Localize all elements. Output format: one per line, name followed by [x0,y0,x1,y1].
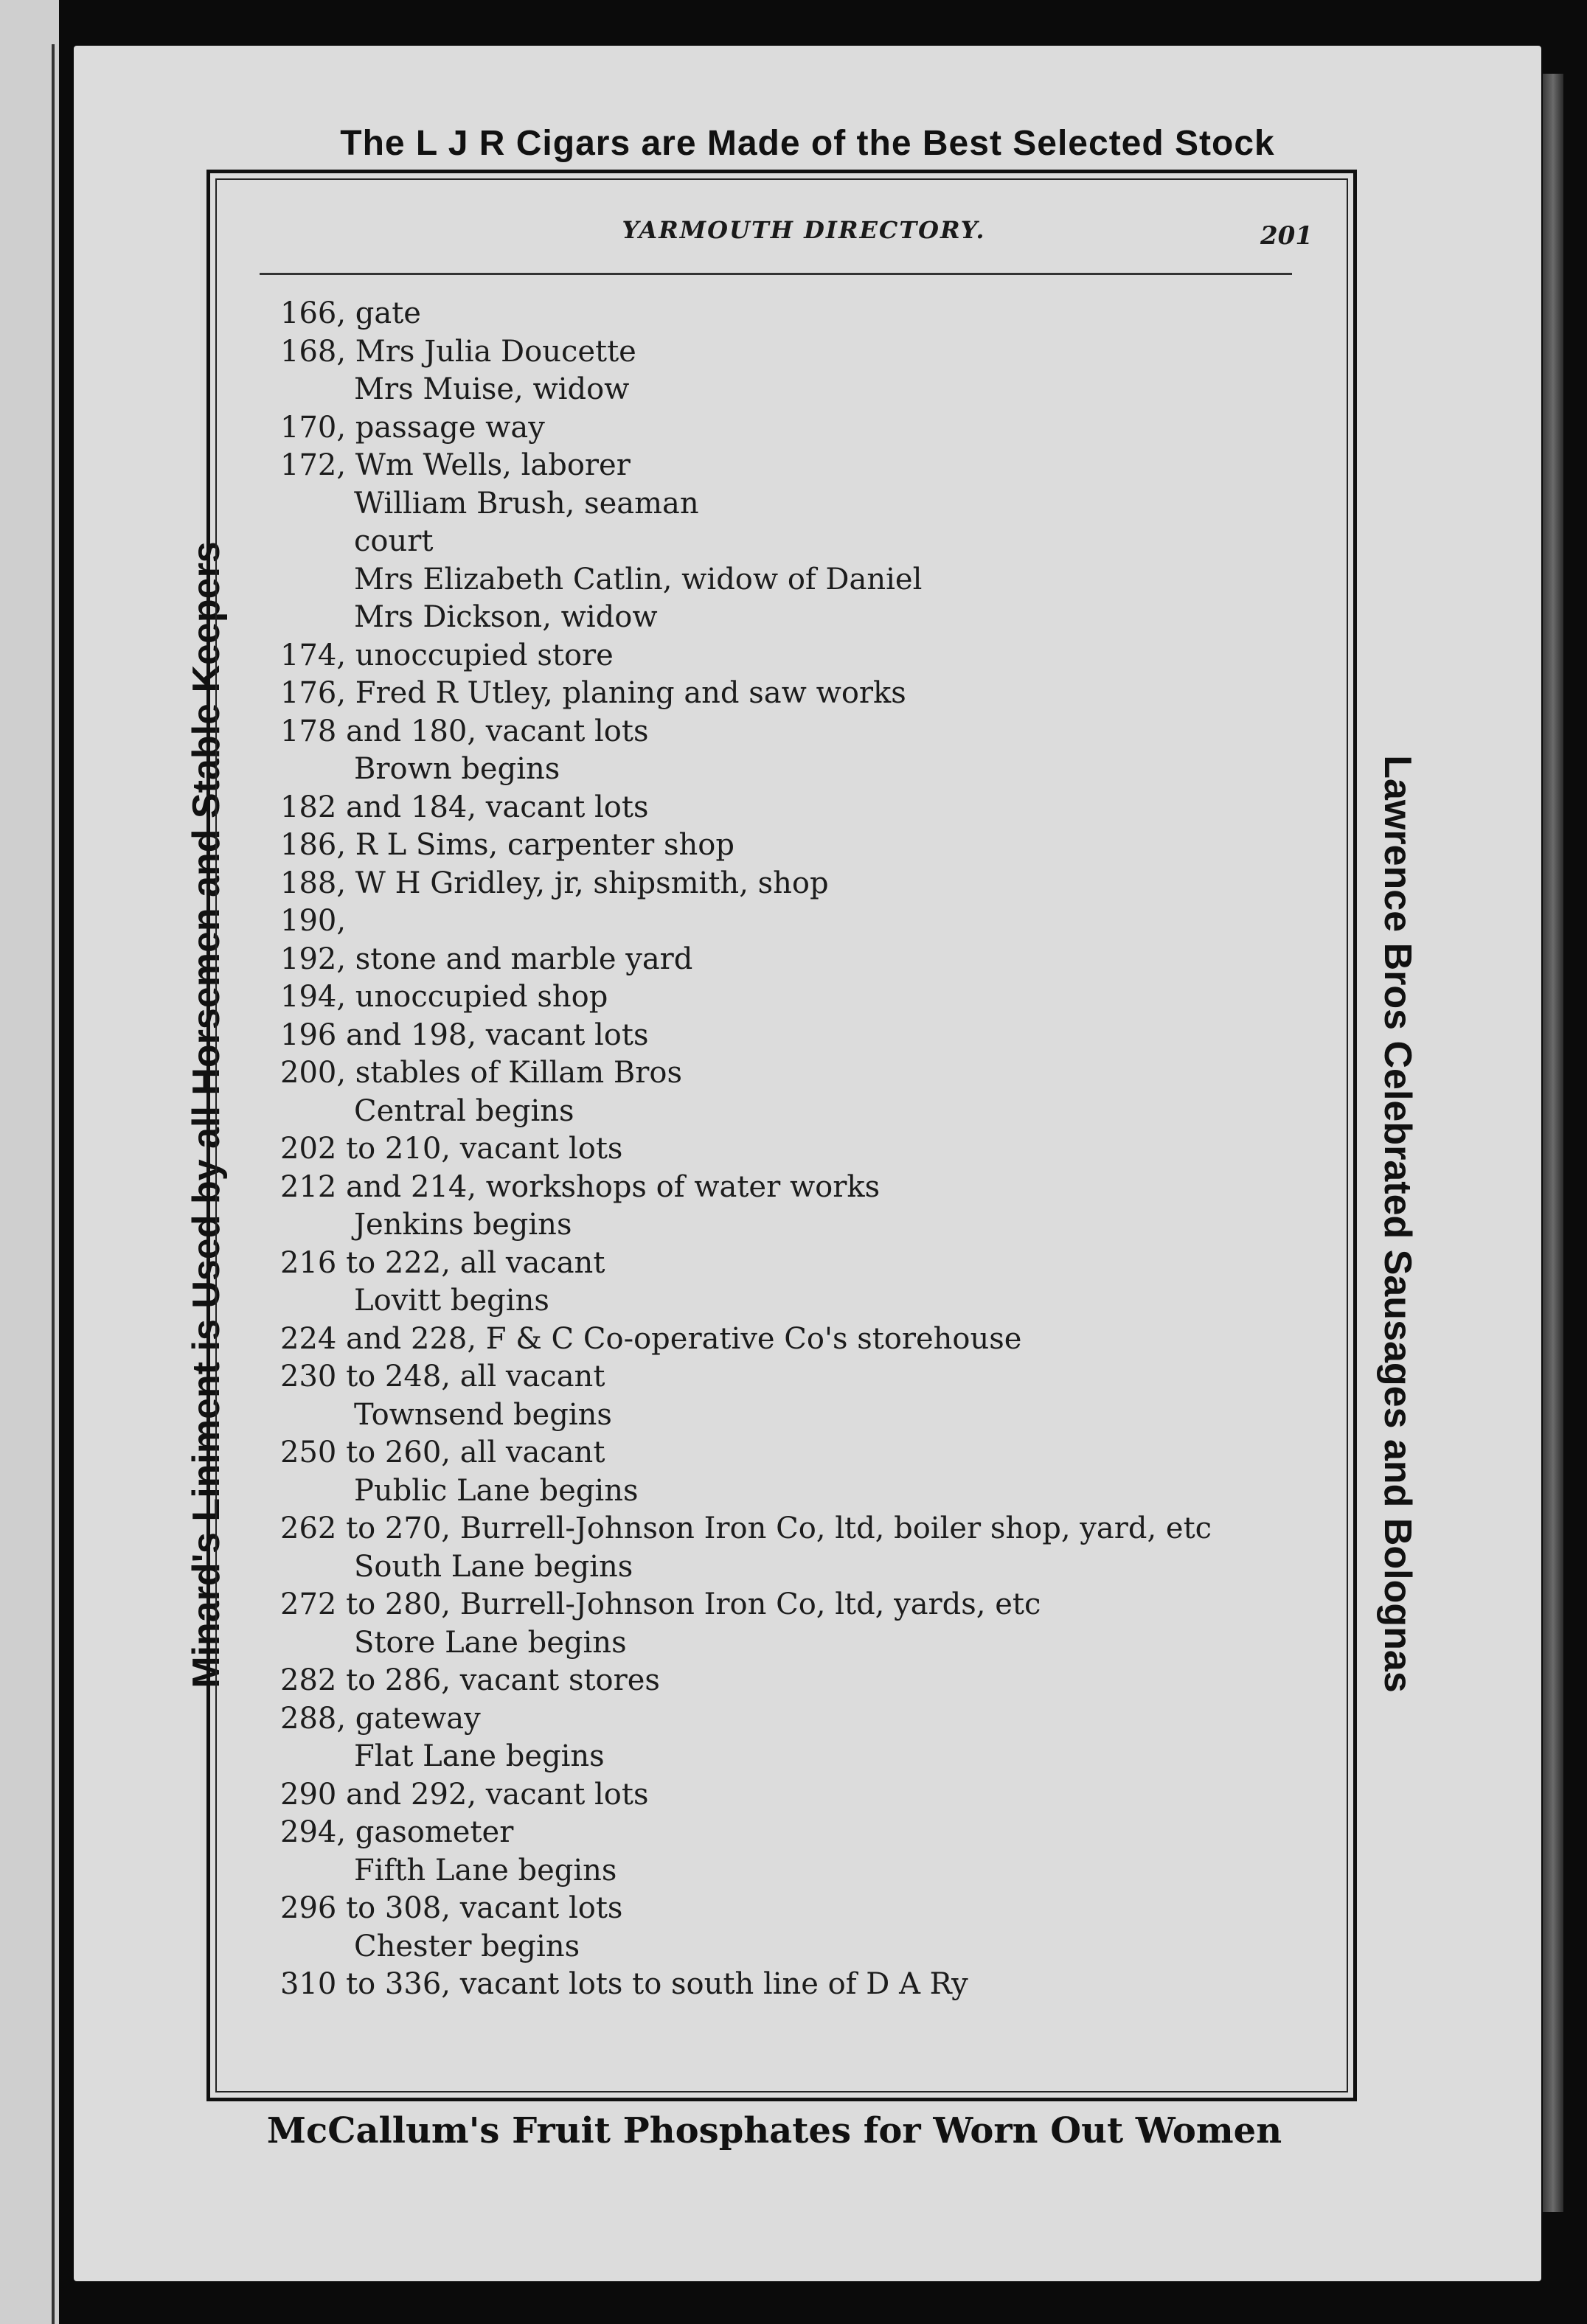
directory-entry: 282 to 286, vacant stores [280,1663,660,1697]
directory-entry: 172, Wm Wells, laborer [280,448,631,482]
header-rule [260,273,1292,275]
directory-subentry: Townsend begins [354,1397,612,1432]
directory-subentry: Mrs Elizabeth Catlin, widow of Daniel [354,562,923,596]
directory-entry: 212 and 214, workshops of water works [280,1169,881,1204]
directory-listing [280,295,1313,2064]
directory-entry: 166, gate [280,296,421,330]
directory-subentry: South Lane begins [354,1549,633,1584]
directory-entry: 182 and 184, vacant lots [280,790,649,824]
left-advertisement: Minard's Liniment is Used by all Horsemen and Stable Keepers [185,541,228,1688]
top-advertisement: The L J R Cigars are Made of the Best Selected Stock [340,124,1275,163]
directory-subentry: Public Lane begins [354,1473,639,1508]
directory-entry: 186, R L Sims, carpenter shop [280,828,735,862]
directory-subentry: Store Lane begins [354,1625,627,1660]
directory-subentry: Mrs Dickson, widow [354,600,658,634]
directory-subentry: Flat Lane begins [354,1739,605,1773]
page-number: 201 [1260,221,1313,251]
directory-entry: 196 and 198, vacant lots [280,1017,649,1052]
directory-entry: 192, stone and marble yard [280,942,693,976]
directory-subentry: Fifth Lane begins [354,1853,617,1888]
directory-subentry: Jenkins begins [354,1208,572,1242]
directory-entry: 170, passage way [280,410,545,445]
directory-entry: 200, stables of Killam Bros [280,1056,683,1090]
directory-entry: 178 and 180, vacant lots [280,714,649,748]
directory-entry: 188, W H Gridley, jr, shipsmith, shop [280,866,829,900]
directory-entry: 310 to 336, vacant lots to south line of D A Ry [280,1967,968,2001]
directory-entry: 194, unoccupied shop [280,980,608,1014]
adjacent-page-edge [0,0,59,2324]
directory-subentry: Brown begins [354,752,560,786]
directory-entry: 294, gasometer [280,1815,514,1849]
directory-entry: 174, unoccupied store [280,638,614,672]
bottom-advertisement: McCallum's Fruit Phosphates for Worn Out Women [266,2110,1282,2151]
directory-subentry: Mrs Muise, widow [354,372,630,406]
directory-subentry: Chester begins [354,1929,580,1963]
directory-entry: 288, gateway [280,1701,481,1736]
directory-entry: 176, Fred R Utley, planing and saw works [280,676,906,710]
running-head: YARMOUTH DIRECTORY. [622,216,986,244]
directory-entry: 224 and 228, F & C Co-operative Co's storehouse [280,1321,1022,1356]
directory-entry: 290 and 292, vacant lots [280,1777,649,1812]
directory-entry: 216 to 222, all vacant [280,1245,605,1280]
directory-entry: 272 to 280, Burrell-Johnson Iron Co, ltd, yards, etc [280,1587,1041,1621]
directory-entry: 230 to 248, all vacant [280,1360,605,1394]
directory-entry: 262 to 270, Burrell-Johnson Iron Co, ltd, boiler shop, yard, etc [280,1511,1212,1545]
directory-subentry: Central begins [354,1093,574,1128]
right-advertisement: Lawrence Bros Celebrated Sausages and Bolognas [1376,755,1419,1693]
directory-subentry: William Brush, seaman [354,486,699,521]
directory-entry: 168, Mrs Julia Doucette [280,334,636,369]
directory-entry: 190, [280,904,347,938]
directory-subentry: court [354,524,434,558]
directory-subentry: Lovitt begins [354,1284,549,1318]
book-spine-edge [1543,74,1563,2212]
directory-entry: 250 to 260, all vacant [280,1436,605,1469]
directory-entry: 202 to 210, vacant lots [280,1132,623,1166]
directory-entry: 296 to 308, vacant lots [280,1891,623,1925]
